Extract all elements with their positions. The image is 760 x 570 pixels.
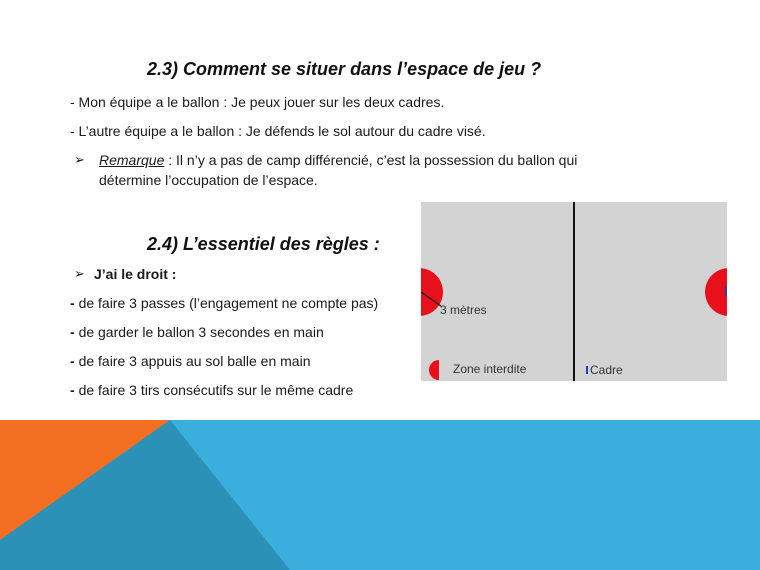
decorative-footer (0, 420, 760, 570)
legend-zone-label: Zone interdite (453, 362, 527, 376)
remark-line-2: détermine l’occupation de l’espace. (99, 172, 318, 188)
remark-label: Remarque (99, 152, 165, 168)
rule-item: - de garder le ballon 3 secondes en main (70, 324, 324, 340)
text-line-2: - L’autre équipe a le ballon : Je défends le sol autour du cadre visé. (70, 123, 486, 139)
legend-frame-swatch (586, 366, 588, 374)
rule-item: - de faire 3 passes (l’engagement ne compte pas) (70, 295, 379, 311)
rule-item: - de faire 3 tirs consécutifs sur le même cadre (70, 382, 354, 398)
playing-field-diagram (421, 202, 727, 381)
right-frame (725, 286, 727, 296)
rights-subheading: J’ai le droit : (94, 266, 177, 282)
arrow-bullet-icon: ➢ (74, 266, 85, 281)
rule-item: - de faire 3 appuis au sol balle en main (70, 353, 311, 369)
distance-label: 3 mètres (440, 303, 487, 317)
legend-zone-swatch (429, 360, 439, 380)
remark-text-1: : Il n’y a pas de camp différencié, c’est la possession du ballon qui (164, 152, 578, 168)
section-title-2-4: 2.4) L’essentiel des règles : (147, 234, 380, 254)
arrow-bullet-icon: ➢ (74, 152, 85, 167)
text-line-1: - Mon équipe a le ballon : Je peux jouer sur les deux cadres. (70, 94, 445, 110)
section-title-2-3: 2.3) Comment se situer dans l’espace de jeu ? (147, 59, 542, 79)
legend-frame-label: Cadre (590, 363, 623, 377)
right-forbidden-zone (705, 268, 727, 316)
remark-line-1 (99, 152, 577, 168)
